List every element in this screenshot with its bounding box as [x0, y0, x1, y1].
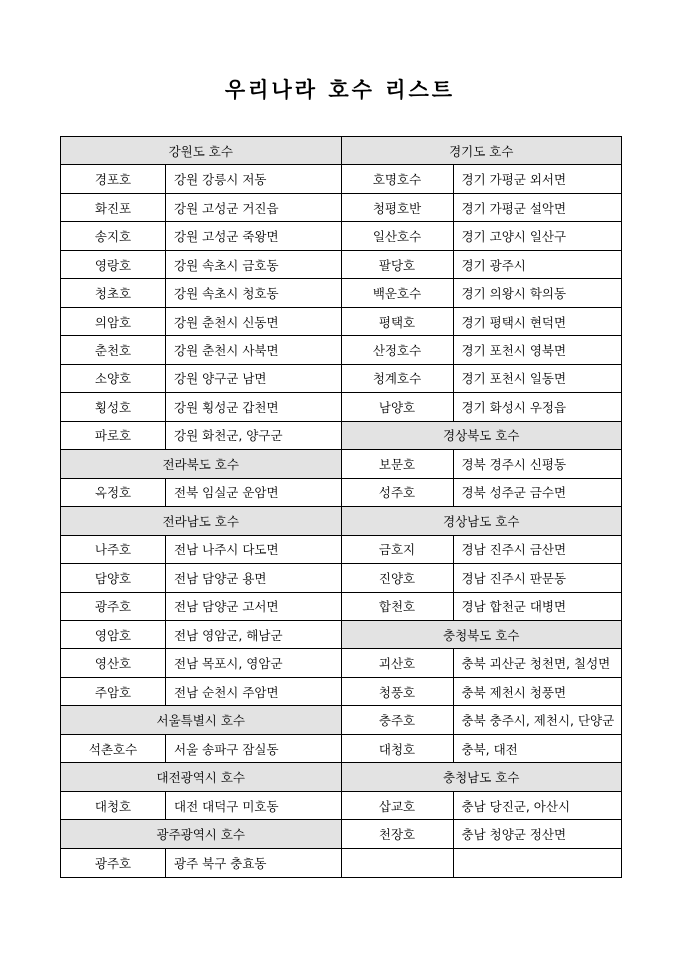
lake-name: 충주호: [342, 706, 454, 733]
lake-name: 영랑호: [61, 251, 166, 278]
lake-row: [342, 479, 622, 507]
lake-name: 산정호수: [342, 336, 454, 363]
lake-location: 강원 속초시 금호동: [174, 257, 279, 273]
lake-name: 석촌호수: [61, 735, 166, 762]
lake-name: 횡성호: [61, 393, 166, 420]
region-header: 대전광역시 호수: [61, 763, 341, 791]
lake-row: [342, 678, 622, 706]
lake-location: 경북 성주군 금수면: [461, 485, 567, 501]
region-header: 전라남도 호수: [61, 507, 341, 535]
lake-location: 강원 고성군 거진읍: [174, 200, 279, 216]
region-header: 충청남도 호수: [342, 763, 622, 791]
lake-name: 괴산호: [342, 649, 454, 676]
lake-name: 송지호: [61, 222, 166, 249]
region-header: 광주광역시 호수: [61, 820, 341, 848]
lake-name: 경포호: [61, 165, 166, 192]
lake-location: 경기 평택시 현덕면: [461, 314, 567, 330]
lake-name: 옥정호: [61, 479, 166, 506]
lake-row: [61, 849, 341, 877]
lake-name: 주암호: [61, 678, 166, 705]
lake-location: 전남 담양군 용면: [174, 570, 267, 586]
lake-name: 금호지: [342, 536, 454, 563]
lake-table: [60, 136, 622, 878]
lake-name: 삽교호: [342, 792, 454, 819]
lake-location: 전북 임실군 운암면: [174, 485, 279, 501]
lake-row: [61, 222, 341, 250]
lake-name: 화진포: [61, 194, 166, 221]
lake-location: 경기 포천시 일동면: [461, 371, 567, 387]
lake-row: [61, 422, 341, 450]
region-header: 전라북도 호수: [61, 450, 341, 478]
lake-row: [342, 593, 622, 621]
lake-name: 일산호수: [342, 222, 454, 249]
lake-location: 경기 가평군 설악면: [461, 200, 567, 216]
region-header: 충청북도 호수: [342, 621, 622, 649]
lake-name: 청초호: [61, 279, 166, 306]
lake-row: [342, 194, 622, 222]
lake-location: 강원 춘천시 신동면: [174, 314, 279, 330]
lake-location: 전남 담양군 고서면: [174, 599, 279, 615]
region-header: 경기도 호수: [342, 137, 622, 165]
lake-row: [61, 593, 341, 621]
lake-name: 광주호: [61, 593, 166, 620]
lake-name: 소양호: [61, 365, 166, 392]
region-header: 서울특별시 호수: [61, 706, 341, 734]
lake-row: [61, 621, 341, 649]
lake-name: 광주호: [61, 849, 166, 877]
lake-location: 경기 포천시 영북면: [461, 343, 567, 359]
lake-row: [342, 564, 622, 592]
lake-location: 강원 화천군, 양구군: [174, 428, 283, 444]
lake-location: 강원 강릉시 저동: [174, 172, 267, 188]
lake-location: 경기 가평군 외서면: [461, 172, 567, 188]
lake-location: 경기 화성시 우정읍: [461, 399, 567, 415]
region-header: 경상북도 호수: [342, 422, 622, 450]
lake-row: [61, 678, 341, 706]
lake-location: [454, 849, 622, 877]
lake-location: 충북 충주시, 제천시, 단양군: [461, 713, 615, 729]
lake-location: 경남 진주시 판문동: [461, 570, 567, 586]
lake-row: [61, 649, 341, 677]
lake-row: [342, 450, 622, 478]
lake-row: [61, 564, 341, 592]
lake-name: 대청호: [342, 735, 454, 762]
lake-location: 광주 북구 충효동: [174, 855, 267, 871]
lake-name: 담양호: [61, 564, 166, 591]
lake-row: [342, 308, 622, 336]
lake-location: 전남 나주시 다도면: [174, 542, 279, 558]
lake-row: [342, 279, 622, 307]
lake-row: [342, 251, 622, 279]
lake-name: 영암호: [61, 621, 166, 648]
lake-name: 나주호: [61, 536, 166, 563]
region-header: 강원도 호수: [61, 137, 341, 165]
lake-row: [61, 336, 341, 364]
lake-location: 경북 경주시 신평동: [461, 456, 567, 472]
lake-location: 전남 순천시 주암면: [174, 684, 279, 700]
lake-row: [342, 222, 622, 250]
lake-name: 남양호: [342, 393, 454, 420]
lake-row: [342, 820, 622, 848]
lake-location: 강원 속초시 청호동: [174, 286, 279, 302]
lake-location: 전남 목포시, 영암군: [174, 656, 283, 672]
lake-row: [61, 479, 341, 507]
lake-location: 충북 제천시 청풍면: [461, 684, 567, 700]
lake-name: 춘천호: [61, 336, 166, 363]
lake-row: [61, 735, 341, 763]
lake-name: 청평호반: [342, 194, 454, 221]
lake-location: 대전 대덕구 미호동: [174, 798, 279, 814]
lake-name: 호명호수: [342, 165, 454, 192]
right-column: [342, 137, 622, 877]
lake-row: [61, 365, 341, 393]
lake-row: [342, 336, 622, 364]
lake-location: 충남 당진군, 아산시: [461, 798, 571, 814]
lake-location: 강원 횡성군 갑천면: [174, 399, 279, 415]
page-title: 우리나라 호수 리스트: [224, 77, 456, 102]
lake-location: 경기 고양시 일산구: [461, 229, 567, 245]
lake-row: [342, 792, 622, 820]
lake-location: 충북, 대전: [461, 741, 518, 757]
lake-row: [342, 165, 622, 193]
lake-row: [61, 194, 341, 222]
lake-name: 보문호: [342, 450, 454, 477]
lake-location: 강원 춘천시 사북면: [174, 343, 279, 359]
lake-location: 충남 청양군 정산면: [461, 826, 567, 842]
lake-row: [342, 706, 622, 734]
lake-row: [61, 165, 341, 193]
lake-row: [342, 649, 622, 677]
left-column: [61, 137, 342, 877]
lake-row: [342, 735, 622, 763]
lake-location: 경기 의왕시 학의동: [461, 286, 567, 302]
lake-name: 청풍호: [342, 678, 454, 705]
lake-row: [342, 365, 622, 393]
lake-location: 경남 진주시 금산면: [461, 542, 567, 558]
lake-location: 강원 고성군 죽왕면: [174, 229, 279, 245]
lake-location: 충북 괴산군 청천면, 칠성면: [461, 656, 611, 672]
lake-name: 천장호: [342, 820, 454, 847]
lake-name: [342, 849, 454, 877]
lake-location: 경남 합천군 대병면: [461, 599, 567, 615]
lake-location: 서울 송파구 잠실동: [174, 741, 279, 757]
lake-row: [342, 536, 622, 564]
lake-name: 평택호: [342, 308, 454, 335]
lake-name: 백운호수: [342, 279, 454, 306]
lake-name: 의암호: [61, 308, 166, 335]
lake-location: 전남 영암군, 해남군: [174, 627, 283, 643]
lake-name: 청계호수: [342, 365, 454, 392]
lake-name: 영산호: [61, 649, 166, 676]
lake-row: [61, 308, 341, 336]
lake-name: 팔당호: [342, 251, 454, 278]
region-header: 경상남도 호수: [342, 507, 622, 535]
lake-name: 진양호: [342, 564, 454, 591]
lake-name: 합천호: [342, 593, 454, 620]
lake-row: [342, 393, 622, 421]
lake-location: 강원 양구군 남면: [174, 371, 267, 387]
lake-name: 대청호: [61, 792, 166, 819]
lake-row: [61, 393, 341, 421]
lake-name: 성주호: [342, 479, 454, 506]
lake-row: [61, 792, 341, 820]
lake-row: [61, 536, 341, 564]
lake-name: 파로호: [61, 422, 166, 449]
lake-location: 경기 광주시: [461, 257, 526, 273]
lake-row: [342, 849, 622, 877]
lake-row: [61, 251, 341, 279]
lake-row: [61, 279, 341, 307]
